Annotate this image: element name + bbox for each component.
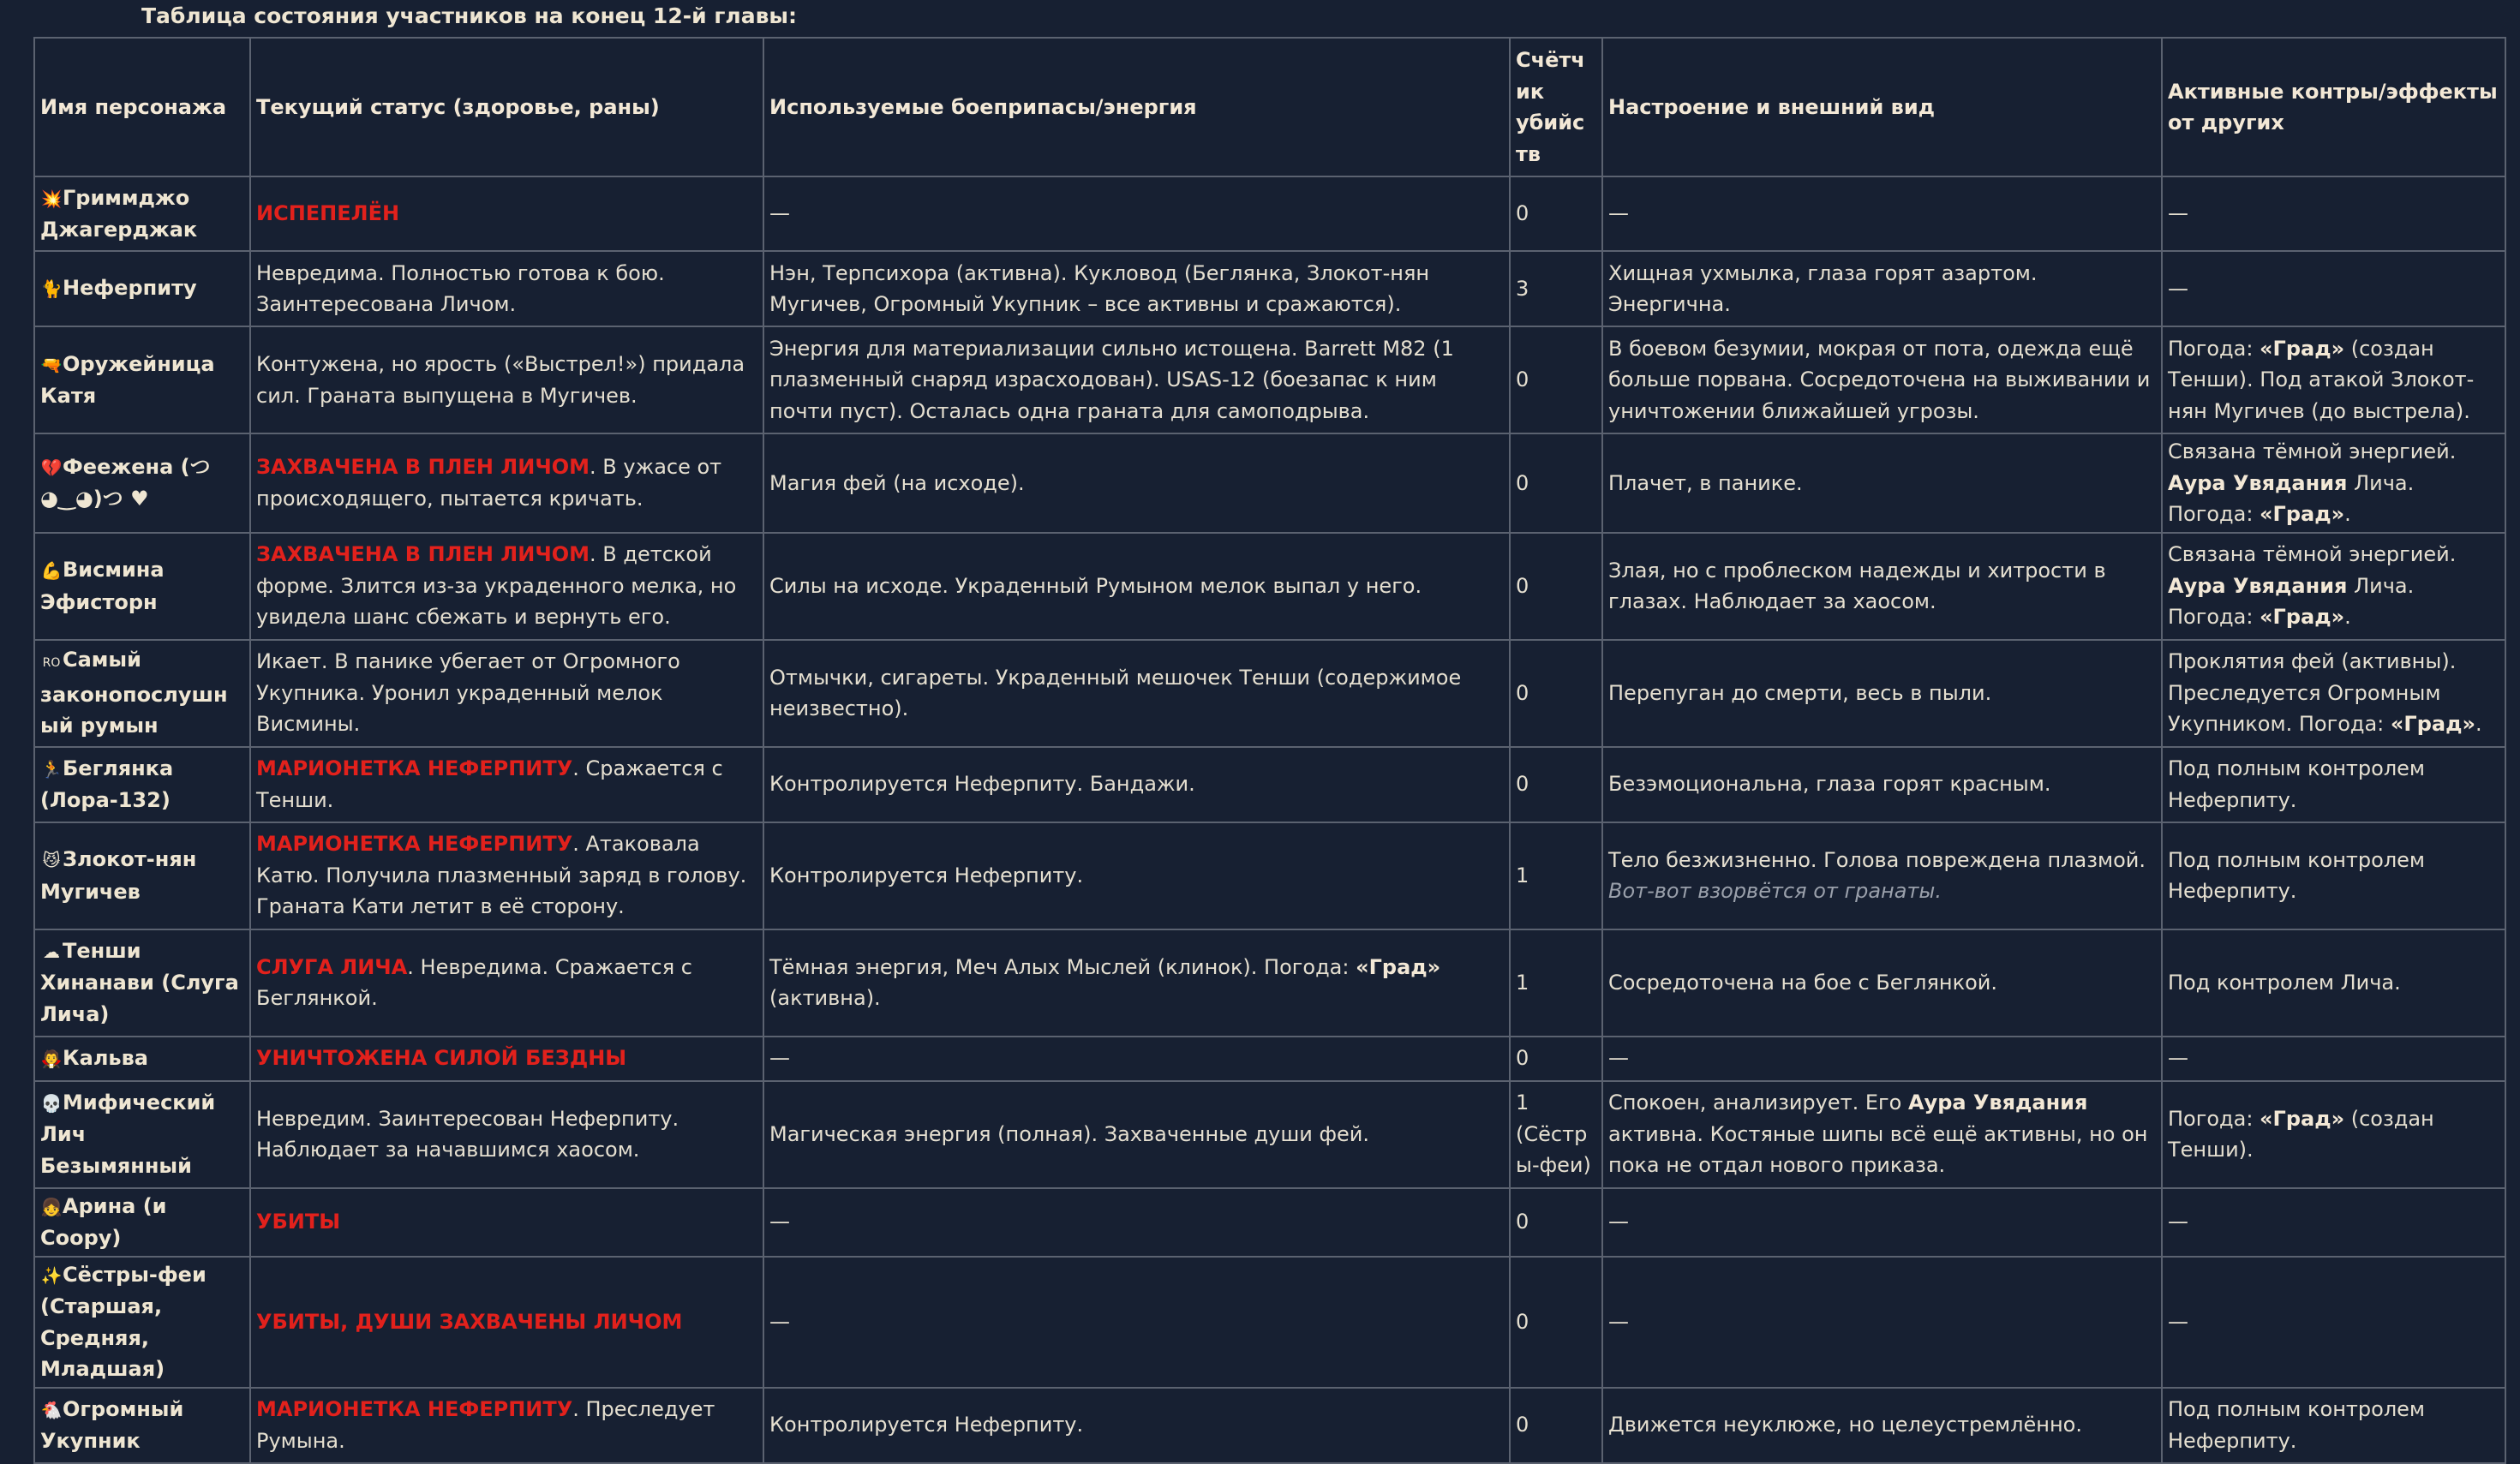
ammo-text: Нэн, Терпсихора (активна). Кукловод (Беглянка, Злокот-нян Мугичев, Огромный Укупник – все активны и сражаются). — [769, 260, 1430, 316]
mood-text: Хищная ухмылка, глаза горят азартом. Энергична. — [1608, 260, 2038, 316]
bold-text: «Град» — [2260, 605, 2345, 630]
mood-cell — [1602, 433, 2162, 533]
mood-cell — [1602, 1388, 2162, 1463]
character-icon: 💥 — [40, 188, 63, 209]
header-effects: Активные контры/эффекты от других — [2162, 38, 2505, 176]
ammo-cell — [763, 433, 1510, 533]
ammo-cell — [763, 1257, 1510, 1388]
character-name: Тенши Хинанави (Слуга Лича) — [40, 938, 239, 1026]
mood-text: — — [1608, 1309, 1629, 1334]
effects-cell — [2162, 747, 2505, 822]
mood-cell — [1602, 929, 2162, 1037]
effects-cell — [2162, 176, 2505, 251]
ammo-text: Магия фей (на исходе). — [769, 470, 1025, 495]
effects-cell — [2162, 640, 2505, 747]
status-highlight: ЗАХВАЧЕНА В ПЛЕН ЛИЧОМ — [256, 542, 590, 567]
status-text: Икает. В панике убегает от Огромного Укупника. Уронил украденный мелок Висмины. — [256, 649, 680, 737]
table-row — [34, 929, 2505, 1037]
kill-count-cell: 0 — [1510, 747, 1602, 822]
status-cell — [250, 326, 763, 433]
table-row — [34, 1081, 2505, 1188]
character-name-cell — [34, 1388, 250, 1463]
effects-cell — [2162, 1188, 2505, 1257]
status-cell — [250, 251, 763, 326]
kill-count-cell: 0 — [1510, 1037, 1602, 1081]
text-part: Под полным контролем Неферпиту. — [2168, 847, 2426, 903]
kill-count-cell: 0 — [1510, 640, 1602, 747]
status-text: . Атаковала Катю. Получила плазменный заряд в голову. Граната Кати летит в её сторону. — [256, 832, 747, 919]
status-cell — [250, 433, 763, 533]
character-name: Огромный Укупник — [40, 1396, 184, 1453]
status-highlight: МАРИОНЕТКА НЕФЕРПИТУ — [256, 756, 573, 780]
mood-text: Тело безжизненно. Голова повреждена плазмой. — [1608, 847, 2146, 872]
status-table — [33, 37, 2506, 1464]
mood-cell — [1602, 1081, 2162, 1188]
character-name-cell — [34, 326, 250, 433]
kill-count-cell: 0 — [1510, 533, 1602, 640]
status-text: . В детской форме. Злится из-за украденного мелка, но увидела шанс сбежать и вернуть его. — [256, 542, 737, 630]
mood-text: В боевом безумии, мокрая от пота, одежда ещё больше порвана. Сосредоточена на выживании и уничтожении ближайшей угрозы. — [1608, 336, 2151, 423]
character-name: Арина (и Соору) — [40, 1193, 167, 1250]
status-text: . Невредима. Сражается с Беглянкой. — [256, 954, 692, 1010]
ammo-cell — [763, 747, 1510, 822]
table-row — [34, 326, 2505, 433]
ammo-cell — [763, 251, 1510, 326]
ammo-cell — [763, 1081, 1510, 1188]
character-name: Висмина Эфисторн — [40, 558, 165, 614]
ammo-text: Силы на исходе. Украденный Румыном мелок выпал у него. — [769, 573, 1422, 598]
character-name: Оружейница Катя — [40, 351, 215, 408]
character-icon: 🧛 — [40, 1048, 63, 1069]
mood-cell — [1602, 1257, 2162, 1388]
text-part: Погода: — [2168, 1106, 2260, 1131]
effects-cell — [2162, 1257, 2505, 1388]
bold-text: «Град» — [2260, 1106, 2345, 1131]
table-row — [34, 176, 2505, 251]
status-cell — [250, 1037, 763, 1081]
character-name-cell — [34, 251, 250, 326]
ammo-cell — [763, 822, 1510, 929]
text-part: Тёмная энергия, Меч Алых Мыслей (клинок). Погода: — [769, 954, 1356, 979]
bold-text: «Град» — [2260, 336, 2345, 361]
status-cell — [250, 640, 763, 747]
effects-cell — [2162, 822, 2505, 929]
text-part: . — [2475, 712, 2482, 737]
status-cell — [250, 1388, 763, 1463]
text-part: — — [2168, 201, 2188, 226]
mood-cell — [1602, 1188, 2162, 1257]
kill-count-cell: 1 (Сёстры-феи) — [1510, 1081, 1602, 1188]
ammo-cell — [763, 176, 1510, 251]
text-part: Лича. Погода: — [2168, 470, 2415, 526]
character-name: Сёстры-феи (Старшая, Средняя, Младшая) — [40, 1262, 207, 1381]
table-row — [34, 1257, 2505, 1388]
status-text: . Преследует Румына. — [256, 1397, 715, 1453]
kill-count-cell: 0 — [1510, 433, 1602, 533]
status-cell — [250, 533, 763, 640]
mood-text: Движется неуклюже, но целеустремлённо. — [1608, 1413, 2082, 1437]
ammo-cell — [763, 1188, 1510, 1257]
effects-cell — [2162, 533, 2505, 640]
status-highlight: УНИЧТОЖЕНА СИЛОЙ БЕЗДНЫ — [256, 1046, 627, 1071]
mood-cell — [1602, 640, 2162, 747]
character-icon: 👧 — [40, 1196, 63, 1217]
mood-cell — [1602, 176, 2162, 251]
mood-cell — [1602, 822, 2162, 929]
character-name-cell — [34, 747, 250, 822]
ammo-text: — — [769, 1046, 790, 1071]
text-part: Под полным контролем Неферпиту. — [2168, 756, 2426, 812]
character-name-cell — [34, 1081, 250, 1188]
ammo-text: — — [769, 1210, 790, 1234]
status-text: . В ужасе от происходящего, пытается кричать. — [256, 455, 722, 511]
character-icon: 💀 — [40, 1092, 63, 1114]
table-header-row — [34, 38, 2505, 176]
kill-count-cell: 0 — [1510, 1188, 1602, 1257]
table-row — [34, 251, 2505, 326]
mood-text: Перепуган до смерти, весь в пыли. — [1608, 680, 1992, 705]
character-name: Злокот-нян Мугичев — [40, 847, 197, 904]
status-highlight: МАРИОНЕТКА НЕФЕРПИТУ — [256, 1397, 573, 1421]
status-highlight: МАРИОНЕТКА НЕФЕРПИТУ — [256, 832, 573, 857]
mood-cell — [1602, 533, 2162, 640]
status-cell — [250, 929, 763, 1037]
effects-cell — [2162, 433, 2505, 533]
ammo-cell — [763, 640, 1510, 747]
header-name: Имя персонажа — [34, 38, 250, 176]
character-name-cell — [34, 822, 250, 929]
character-icon: 🐈 — [40, 278, 63, 300]
bold-text: Аура Увядания — [1907, 1091, 2088, 1115]
text-part: . — [2344, 502, 2351, 526]
character-name-cell — [34, 1188, 250, 1257]
table-row — [34, 1037, 2505, 1081]
text-part: (создан Тенши). Под атакой Злокот-нян Мугичев (до выстрела). — [2168, 336, 2475, 423]
text-part: — — [2168, 1309, 2188, 1334]
status-highlight: УБИТЫ — [256, 1210, 341, 1234]
ammo-cell — [763, 533, 1510, 640]
kill-count-cell: 1 — [1510, 822, 1602, 929]
ammo-cell — [763, 326, 1510, 433]
bold-text: «Град» — [2390, 712, 2475, 737]
character-name: Феежена (つ◕‿◕)つ ♥ — [40, 454, 211, 511]
mood-text: Злая, но с проблеском надежды и хитрости в глазах. Наблюдает за хаосом. — [1608, 558, 2106, 613]
character-name-cell — [34, 433, 250, 533]
status-highlight: ИСПЕПЕЛЁН — [256, 201, 400, 226]
status-cell — [250, 1257, 763, 1388]
character-icon: 🐔 — [40, 1399, 63, 1420]
effects-cell — [2162, 326, 2505, 433]
status-cell — [250, 1081, 763, 1188]
status-highlight: УБИТЫ, ДУШИ ЗАХВАЧЕНЫ ЛИЧОМ — [256, 1309, 683, 1334]
mood-text: Сосредоточена на бое с Беглянкой. — [1608, 970, 1997, 995]
character-name: Кальва — [63, 1045, 148, 1070]
table-row — [34, 1188, 2505, 1257]
character-name-cell — [34, 929, 250, 1037]
ammo-cell — [763, 929, 1510, 1037]
character-name: Неферпиту — [63, 276, 197, 301]
ammo-text: Контролируется Неферпиту. — [769, 1413, 1084, 1437]
bold-text: «Град» — [2260, 502, 2345, 526]
table-row — [34, 640, 2505, 747]
character-name: Мифический Лич Безымянный — [40, 1090, 216, 1178]
text-part: Лича. Погода: — [2168, 573, 2415, 630]
character-icon: 💪 — [40, 560, 63, 581]
character-name: Самый законопослушный румын — [40, 648, 228, 738]
mood-cell — [1602, 326, 2162, 433]
ammo-text: — — [769, 1309, 790, 1334]
text-part: активна. Костяные шипы всё ещё активны, но он пока не отдал нового приказа. — [1608, 1121, 2148, 1178]
character-name: Беглянка (Лора-132) — [40, 756, 174, 812]
text-part: — — [2168, 1046, 2188, 1071]
text-part: — — [2168, 1210, 2188, 1234]
status-cell — [250, 822, 763, 929]
mood-cell — [1602, 747, 2162, 822]
kill-count-cell: 0 — [1510, 326, 1602, 433]
character-name-cell — [34, 1257, 250, 1388]
table-row — [34, 822, 2505, 929]
text-part: Связана тёмной энергией. — [2168, 439, 2457, 463]
header-kills: Счётчик убийств — [1510, 38, 1602, 176]
effects-cell — [2162, 1081, 2505, 1188]
mood-note: Вот-вот взорвётся от гранаты. — [1608, 879, 1942, 903]
status-cell — [250, 176, 763, 251]
character-icon: ☁ — [43, 941, 60, 962]
kill-count-cell: 0 — [1510, 1388, 1602, 1463]
status-text: Невредима. Полностью готова к бою. Заинтересована Личом. — [256, 260, 665, 316]
bold-text: «Град» — [1356, 954, 1441, 979]
effects-cell — [2162, 251, 2505, 326]
ammo-text: Отмычки, сигареты. Украденный мешочек Тенши (содержимое неизвестно). — [769, 665, 1462, 720]
status-text: . Сражается с Тенши. — [256, 756, 723, 812]
ammo-cell — [763, 1037, 1510, 1081]
character-icon: 🏃 — [40, 758, 63, 780]
text-part: (активна). — [769, 986, 881, 1010]
kill-count-cell: 3 — [1510, 251, 1602, 326]
text-part: (создан Тенши). — [2168, 1106, 2434, 1162]
character-name-cell — [34, 1037, 250, 1081]
ammo-text: Энергия для материализации сильно истощена. Barrett M82 (1 плазменный снаряд израсходован). USAS-12 (боезапас к ним почти пуст). Осталась одна граната для самоподрыва. — [769, 336, 1454, 423]
character-name: Гриммджо Джагерджак — [40, 185, 198, 242]
header-status: Текущий статус (здоровье, раны) — [250, 38, 763, 176]
table-row — [34, 1388, 2505, 1463]
character-name-cell — [34, 176, 250, 251]
character-icon: RO — [42, 656, 61, 671]
text-part: Под контролем Лича. — [2168, 970, 2401, 995]
status-text: Контужена, но ярость («Выстрел!») придала сил. Граната выпущена в Мугичев. — [256, 352, 745, 408]
status-highlight: ЗАХВАЧЕНА В ПЛЕН ЛИЧОМ — [256, 455, 590, 480]
character-name-cell — [34, 640, 250, 747]
ammo-text: Контролируется Неферпиту. — [769, 863, 1084, 887]
header-ammo: Используемые боеприпасы/энергия — [763, 38, 1510, 176]
kill-count-cell: 1 — [1510, 929, 1602, 1037]
status-cell — [250, 1188, 763, 1257]
mood-text: Безэмоциональна, глаза горят красным. — [1608, 772, 2051, 797]
text-part: Погода: — [2168, 336, 2260, 361]
effects-cell — [2162, 1388, 2505, 1463]
table-body — [34, 176, 2505, 1463]
mood-cell — [1602, 1037, 2162, 1081]
status-text: Невредим. Заинтересован Неферпиту. Наблюдает за начавшимся хаосом. — [256, 1106, 679, 1162]
text-part: Связана тёмной энергией. — [2168, 542, 2457, 567]
bold-text: Аура Увядания — [2168, 470, 2348, 495]
character-name-cell — [34, 533, 250, 640]
ammo-text: — — [769, 201, 790, 226]
kill-count-cell: 0 — [1510, 1257, 1602, 1388]
ammo-text: Магическая энергия (полная). Захваченные души фей. — [769, 1121, 1370, 1146]
ammo-cell — [763, 1388, 1510, 1463]
text-part: Под полным контролем Неферпиту. — [2168, 1397, 2426, 1453]
character-icon: 🔫 — [40, 354, 63, 375]
character-icon: 😼 — [42, 850, 61, 870]
mood-cell — [1602, 251, 2162, 326]
character-icon: ✨ — [40, 1264, 63, 1286]
text-part: . — [2344, 605, 2351, 630]
text-part: — — [2168, 276, 2188, 301]
effects-cell — [2162, 929, 2505, 1037]
character-icon: 💔 — [40, 457, 63, 478]
mood-text: — — [1608, 1210, 1629, 1234]
status-cell — [250, 747, 763, 822]
ammo-text: Контролируется Неферпиту. Бандажи. — [769, 772, 1195, 797]
table-row — [34, 747, 2505, 822]
mood-text: — — [1608, 1046, 1629, 1071]
header-mood: Настроение и внешний вид — [1602, 38, 2162, 176]
effects-cell — [2162, 1037, 2505, 1081]
text-part: Проклятия фей (активны). Преследуется Огромным Укупником. Погода: — [2168, 649, 2457, 737]
status-highlight: СЛУГА ЛИЧА — [256, 954, 408, 979]
table-caption: Таблица состояния участников на конец 12-й главы: — [141, 3, 797, 28]
bold-text: Аура Увядания — [2168, 573, 2348, 598]
table-row — [34, 533, 2505, 640]
mood-text: — — [1608, 201, 1629, 226]
kill-count-cell: 0 — [1510, 176, 1602, 251]
table-row — [34, 433, 2505, 533]
mood-text: Плачет, в панике. — [1608, 470, 1803, 495]
text-part: Спокоен, анализирует. Его — [1608, 1091, 1908, 1115]
